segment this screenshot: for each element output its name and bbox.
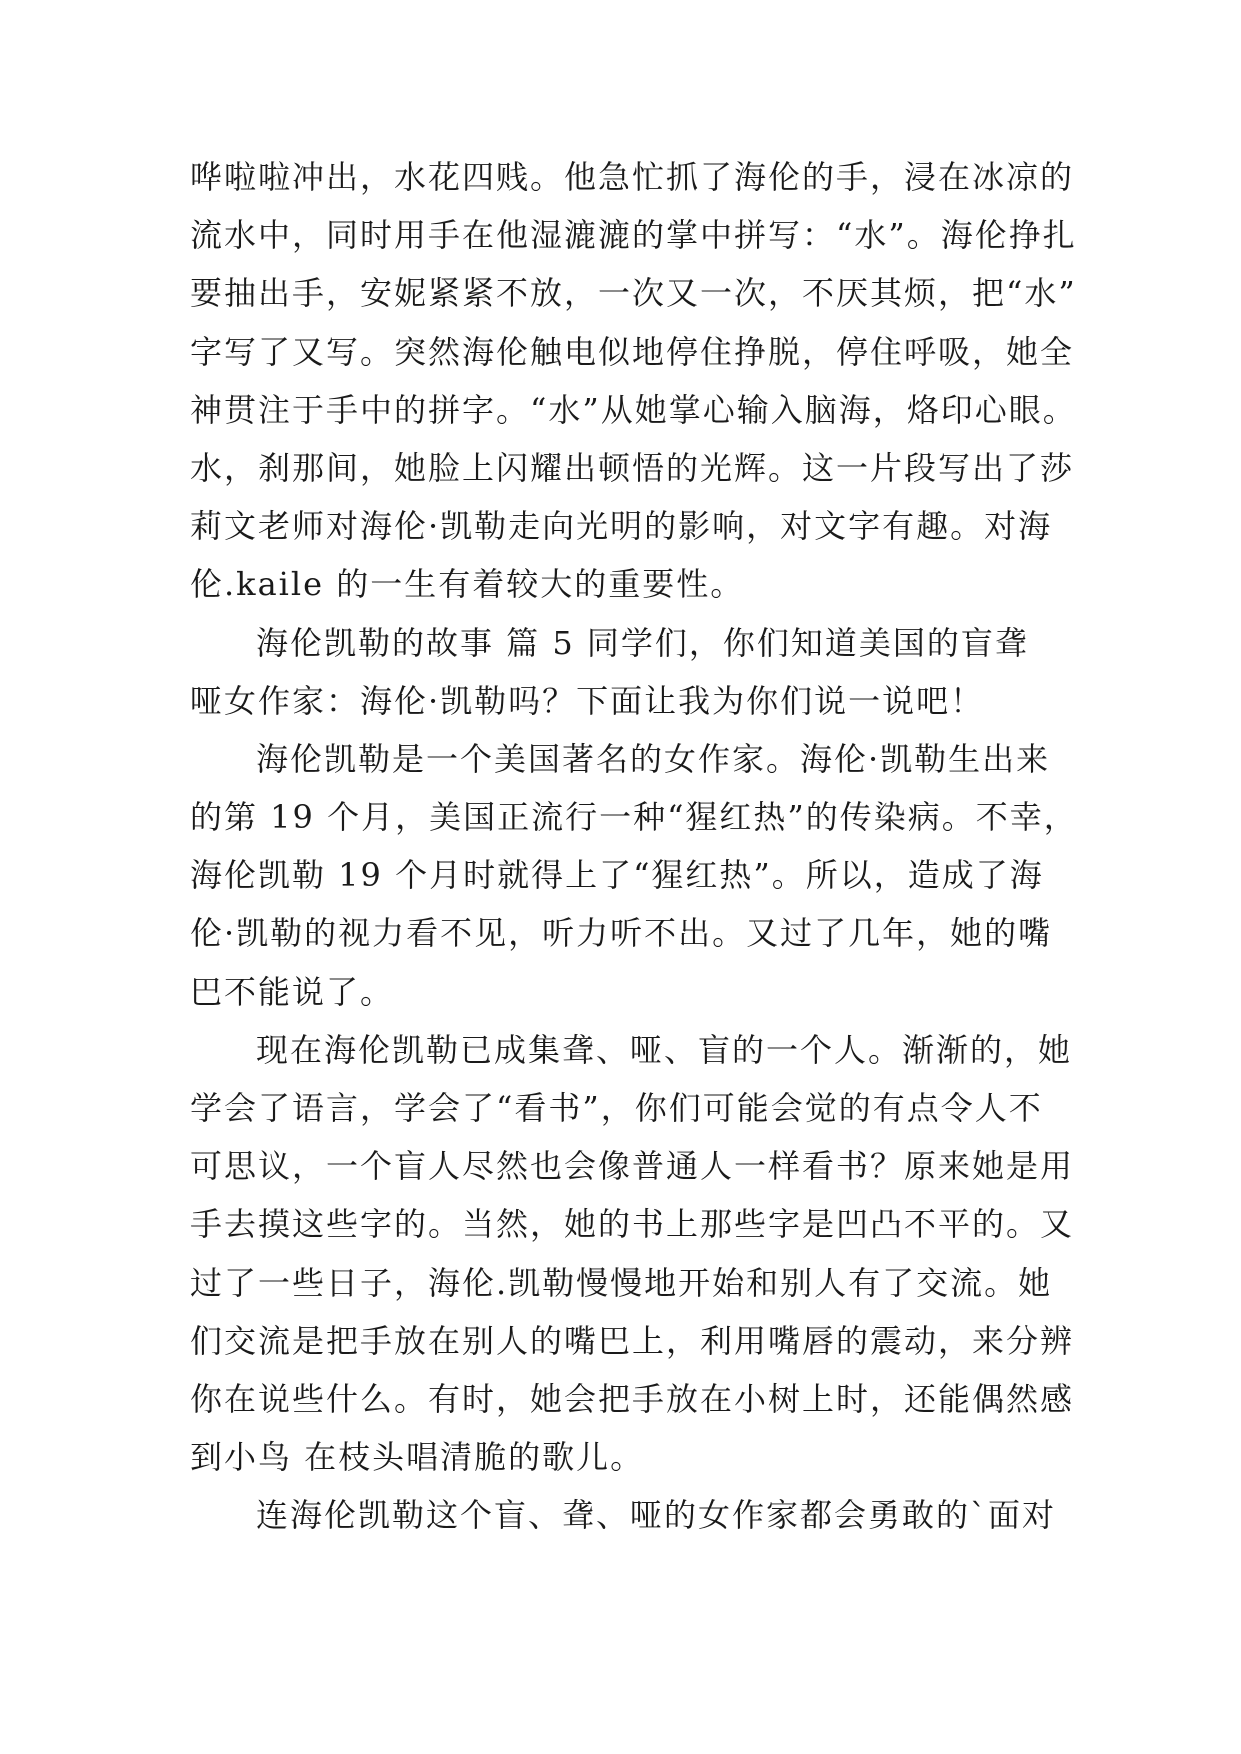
text-line: 的第 19 个月，美国正流行一种“猩红热”的传染病。不幸， <box>190 798 1078 837</box>
text-line: 水，刹那间，她脸上闪耀出顿悟的光辉。这一片段写出了莎 <box>190 448 1075 487</box>
section-heading-line: 海伦凯勒的故事 篇 5 同学们，你们知道美国的盲聋 <box>256 623 1029 662</box>
document-body <box>190 148 1078 1545</box>
text-line: 过了一些日子，海伦.凯勒慢慢地开始和别人有了交流。她 <box>190 1263 1053 1302</box>
text-line: 字写了又写。突然海伦触电似地停住挣脱，停住呼吸，她全 <box>190 332 1075 371</box>
text-line: 你在说些什么。有时，她会把手放在小树上时，还能偶然感 <box>190 1379 1075 1418</box>
paragraph-start-line: 海伦凯勒是一个美国著名的女作家。海伦·凯勒生出来 <box>256 739 1051 778</box>
text-line: 哑女作家：海伦·凯勒吗？下面让我为你们说一说吧！ <box>190 681 985 720</box>
text-line: 要抽出手，安妮紧紧不放，一次又一次，不厌其烦，把“水” <box>190 274 1077 313</box>
text-line: 海伦凯勒 19 个月时就得上了“猩红热”。所以，造成了海 <box>190 856 1044 895</box>
text-line: 巴不能说了。 <box>190 972 395 1011</box>
text-line: 流水中，同时用手在他湿漉漉的掌中拼写：“水”。海伦挣扎 <box>190 216 1077 255</box>
text-line: 们交流是把手放在别人的嘴巴上，利用嘴唇的震动，来分辨 <box>190 1321 1075 1360</box>
text-line: 学会了语言，学会了“看书”，你们可能会觉的有点令人不 <box>190 1089 1043 1127</box>
text-line: 到小鸟 在枝头唱清脆的歌儿。 <box>190 1438 645 1477</box>
text-line: 手去摸这些字的。当然，她的书上那些字是凹凸不平的。又 <box>190 1205 1075 1244</box>
paragraph-start-line: 连海伦凯勒这个盲、聋、哑的女作家都会勇敢的`面对 <box>256 1496 1057 1535</box>
paragraph-start-line: 现在海伦凯勒已成集聋、哑、盲的一个人。渐渐的，她 <box>256 1030 1073 1069</box>
text-line: 伦.kaile 的一生有着较大的重要性。 <box>190 565 745 604</box>
text-line: 哗啦啦冲出，水花四贱。他急忙抓了海伦的手，浸在冰凉的 <box>190 158 1075 196</box>
text-line: 伦·凯勒的视力看不见，听力听不出。又过了几年，她的嘴 <box>190 914 1053 953</box>
text-line: 神贯注于手中的拼字。“水”从她掌心输入脑海，烙印心眼。 <box>190 390 1077 429</box>
text-line: 莉文老师对海伦·凯勒走向光明的影响，对文字有趣。对海 <box>190 507 1053 546</box>
text-line: 可思议，一个盲人尽然也会像普通人一样看书？原来她是用 <box>190 1147 1075 1186</box>
